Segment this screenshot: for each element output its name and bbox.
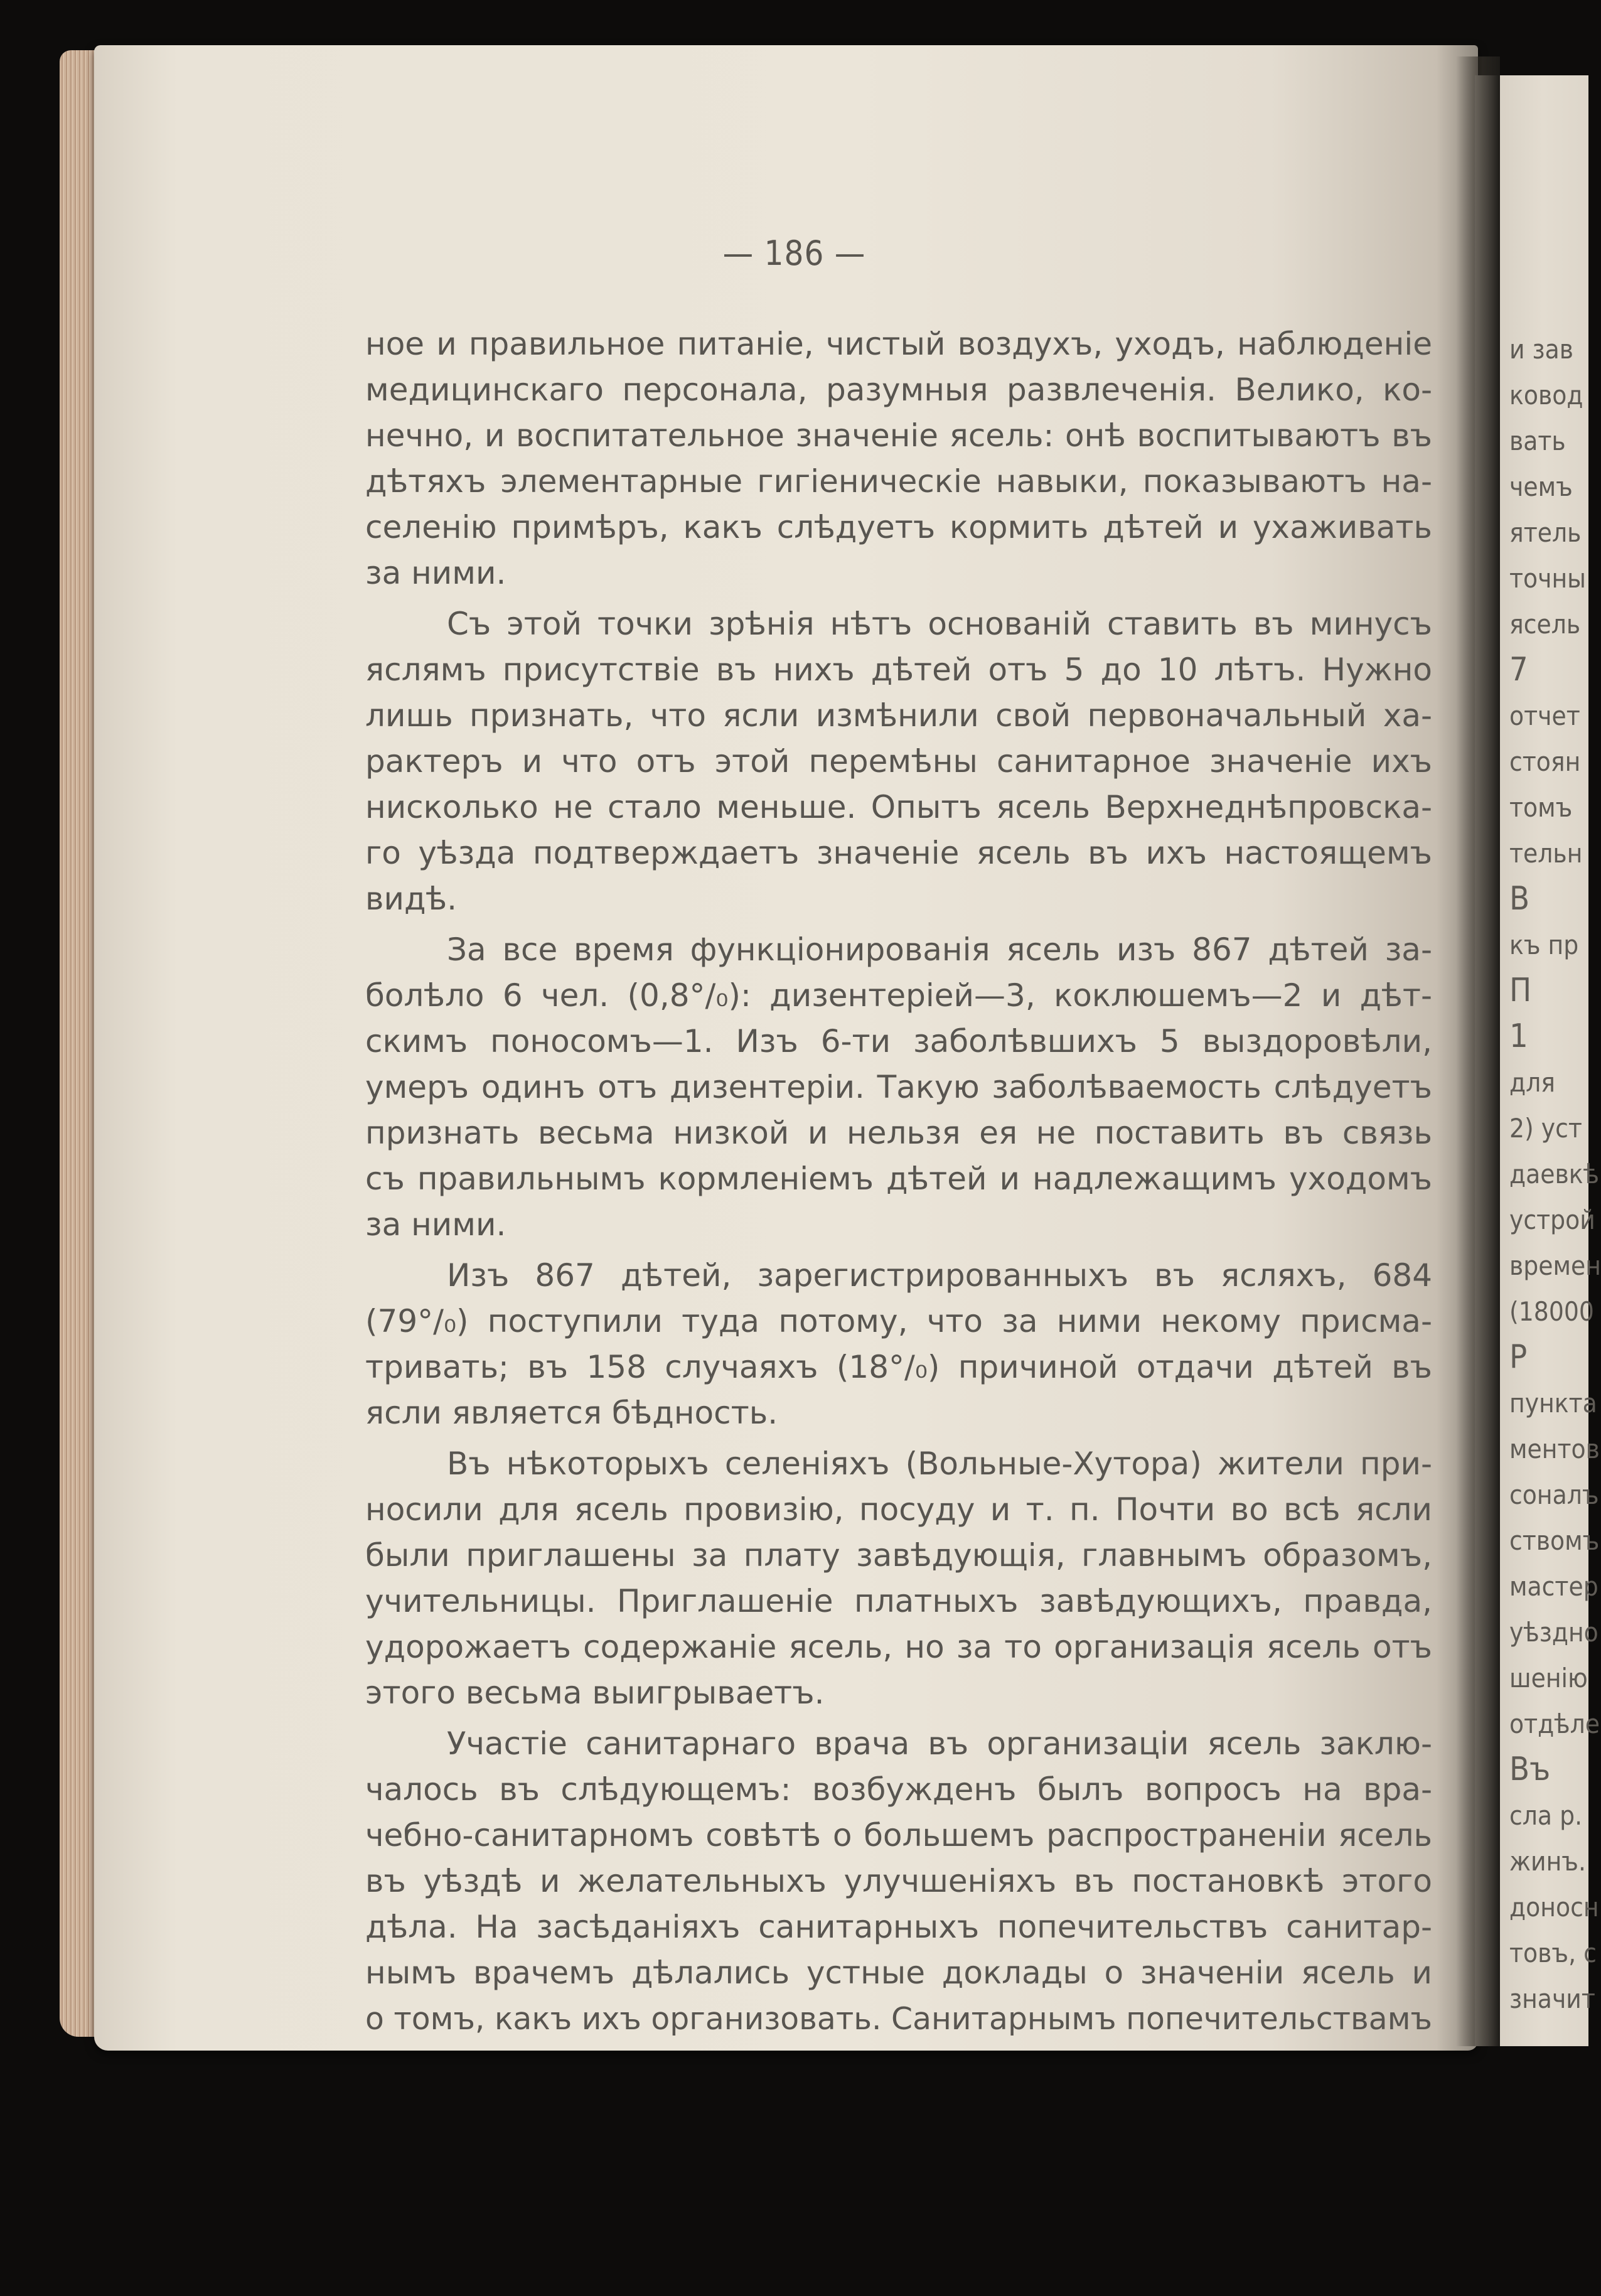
text-line: (79°/₀) поступили туда потому, что за ними некому присма- xyxy=(365,1303,1432,1339)
text-line-fragment: ковод xyxy=(1509,380,1583,410)
text-line: умеръ одинъ отъ дизентерiи. Такую заболѣваемость слѣдуетъ xyxy=(365,1069,1432,1105)
text-line: о томъ, какъ ихъ организовать. Санитарнымъ попечительствамъ xyxy=(365,2001,1432,2037)
text-line: ясли является бѣдность. xyxy=(365,1395,778,1431)
text-line: Въ нѣкоторыхъ селенiяхъ (Вольные-Хутора) жители при- xyxy=(447,1446,1432,1482)
text-line-fragment: устрой xyxy=(1509,1204,1595,1235)
text-line: болѣло 6 чел. (0,8°/₀): дизентерiей—3, коклюшемъ—2 и дѣт- xyxy=(365,977,1432,1014)
text-line-fragment: Въ xyxy=(1509,1751,1551,1788)
text-line: Съ этой точки зрѣнiя нѣтъ основанiй ставить въ минусъ xyxy=(447,606,1432,642)
text-line-fragment: стоян xyxy=(1509,746,1581,777)
text-line-fragment: жинъ. xyxy=(1509,1846,1587,1877)
text-line: были приглашены за плату завѣдующiя, главнымъ образомъ, xyxy=(365,1537,1432,1574)
text-line-fragment: для xyxy=(1509,1067,1556,1098)
text-line-fragment: даевкѣ xyxy=(1509,1159,1600,1189)
text-line-fragment: уѣздно xyxy=(1509,1617,1598,1648)
text-line-fragment: отдѣле xyxy=(1509,1709,1600,1739)
text-line: го уѣзда подтверждаетъ значенiе ясель въ ихъ настоящемъ xyxy=(365,835,1432,871)
paragraph xyxy=(365,321,1432,596)
text-line: Участiе санитарнаго врача въ организацiи ясель заклю- xyxy=(447,1725,1432,1762)
text-line: учительницы. Приглашенiе платныхъ завѣдующихъ, правда, xyxy=(365,1583,1432,1619)
text-line-fragment: къ пр xyxy=(1509,930,1579,960)
text-line-fragment: точны xyxy=(1509,563,1587,594)
text-line-fragment: тельн xyxy=(1509,838,1583,869)
text-line: лишь признать, что ясли измѣнили свой первоначальный ха- xyxy=(365,697,1432,734)
text-line-fragment: доносн xyxy=(1509,1892,1599,1923)
right-page-text-fragments xyxy=(1509,326,1601,2022)
text-line: нечно, и воспитательное значенiе ясель: онѣ воспитываютъ въ xyxy=(365,417,1432,454)
text-line: признать весьма низкой и нельзя ея не поставить въ связь xyxy=(365,1115,1432,1151)
text-line-fragment: П xyxy=(1509,972,1532,1009)
text-line: нисколько не стало меньше. Опытъ ясель Верхнеднѣпровска- xyxy=(365,789,1432,825)
text-line-fragment: шенiю xyxy=(1509,1663,1588,1693)
text-line-fragment: В xyxy=(1509,880,1530,918)
text-line-fragment: 7 xyxy=(1509,651,1528,689)
text-line-fragment: ясель xyxy=(1509,609,1581,640)
paragraph xyxy=(365,601,1432,922)
text-line: за ними. xyxy=(365,555,506,591)
text-line: за ними. xyxy=(365,1206,506,1243)
text-line: Изъ 867 дѣтей, зарегистрированныхъ въ ясляхъ, 684 xyxy=(447,1257,1432,1294)
text-line-fragment: отчет xyxy=(1509,700,1580,731)
text-line: селенiю примѣръ, какъ слѣдуетъ кормить дѣтей и ухаживать xyxy=(365,509,1432,545)
text-line: За все время функцiонированiя ясель изъ 867 дѣтей за- xyxy=(447,931,1432,968)
text-line-fragment: времен xyxy=(1509,1250,1601,1281)
text-line: съ правильнымъ кормленiемъ дѣтей и надлежащимъ уходомъ xyxy=(365,1161,1432,1197)
text-line-fragment: и зав xyxy=(1509,334,1574,365)
text-line-fragment: значит xyxy=(1509,1983,1595,2014)
paragraph xyxy=(365,1721,1432,2042)
text-line-fragment: пункта xyxy=(1509,1388,1597,1419)
paragraph xyxy=(365,927,1432,1248)
text-line-fragment: 1 xyxy=(1509,1017,1528,1055)
text-line-fragment: (18000 xyxy=(1509,1296,1594,1327)
text-line: носили для ясель провизiю, посуду и т. п. Почти во всѣ ясли xyxy=(365,1491,1432,1528)
text-line-fragment: ментов xyxy=(1509,1434,1600,1464)
text-line-fragment: чемъ xyxy=(1509,471,1573,502)
text-line: чалось въ слѣдующемъ: возбужденъ былъ вопросъ на вра- xyxy=(365,1771,1432,1808)
text-line-fragment: 2) уст xyxy=(1509,1113,1582,1144)
text-line: дѣтяхъ элементарные гигiеническiе навыки, показываютъ на- xyxy=(365,463,1432,500)
book-gutter-shadow xyxy=(1456,56,1500,2046)
text-line-fragment: ятель xyxy=(1509,517,1582,548)
text-line: медицинскаго персонала, разумныя развлеченiя. Велико, ко- xyxy=(365,372,1432,408)
left-page-text xyxy=(365,321,1432,2047)
page-number: — 186 — xyxy=(722,233,866,273)
text-line-fragment: Р xyxy=(1509,1338,1528,1376)
text-line: чебно-санитарномъ совѣтѣ о большемъ распространенiи ясель xyxy=(365,1817,1432,1853)
text-line: рактеръ и что отъ этой перемѣны санитарное значенiе ихъ xyxy=(365,743,1432,780)
text-line-fragment: ствомъ xyxy=(1509,1525,1600,1556)
text-line-fragment: вать xyxy=(1509,426,1566,456)
text-line: удорожаетъ содержанiе ясель, но за то организацiя ясель отъ xyxy=(365,1629,1432,1665)
text-line: яслямъ присутствiе въ нихъ дѣтей отъ 5 до 10 лѣтъ. Нужно xyxy=(365,652,1432,688)
text-line: ное и правильное питанiе, чистый воздухъ, уходъ, наблюденiе xyxy=(365,326,1432,362)
paragraph xyxy=(365,1441,1432,1716)
text-line: дѣла. На засѣданiяхъ санитарныхъ попечительствъ санитар- xyxy=(365,1909,1432,1945)
text-line-fragment: товъ, с xyxy=(1509,1938,1597,1968)
text-line: тривать; въ 158 случаяхъ (18°/₀) причиной отдачи дѣтей въ xyxy=(365,1349,1432,1385)
text-line: скимъ поносомъ—1. Изъ 6-ти заболѣвшихъ 5 выздоровѣли, xyxy=(365,1023,1432,1059)
text-line: въ уѣздѣ и желательныхъ улучшенiяхъ въ постановкѣ этого xyxy=(365,1863,1432,1899)
text-line-fragment: томъ xyxy=(1509,792,1573,823)
text-line: видѣ. xyxy=(365,881,458,917)
text-line-fragment: мастер xyxy=(1509,1571,1598,1602)
text-line: нымъ врачемъ дѣлались устные доклады о значенiи ясель и xyxy=(365,1955,1432,1991)
paragraph xyxy=(365,1253,1432,1436)
text-line: этого весьма выигрываетъ. xyxy=(365,1675,825,1711)
text-line-fragment: сла р. xyxy=(1509,1800,1583,1831)
text-line-fragment: соналъ xyxy=(1509,1479,1599,1510)
